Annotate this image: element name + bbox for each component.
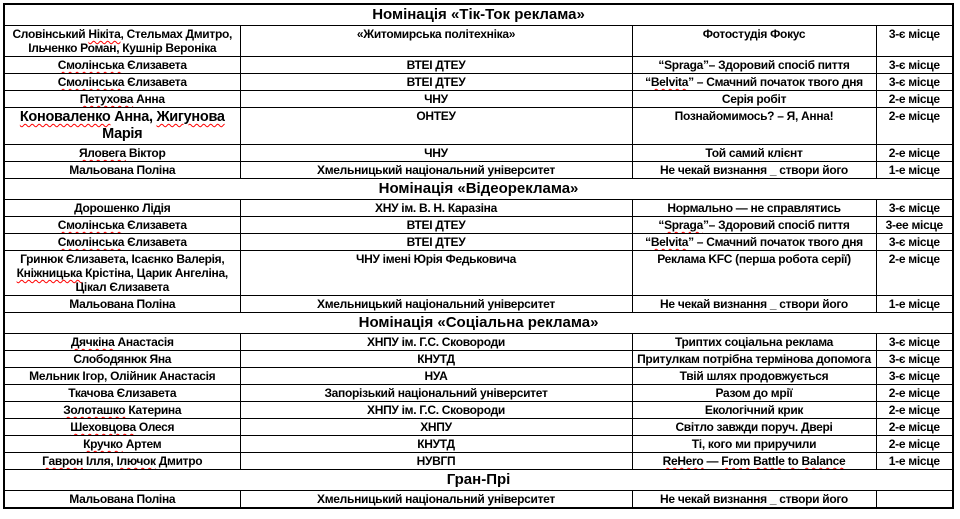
result-row <box>4 200 953 217</box>
awards-table-body <box>4 4 953 508</box>
awards-table <box>3 3 954 509</box>
place-cell: 3-є місце <box>876 200 953 217</box>
section-header-row <box>4 179 953 200</box>
place-cell: 3-ее місце <box>876 217 953 234</box>
place-cell: 1-е місце <box>876 162 953 179</box>
participants-cell: Смолінська Єлизавета <box>4 74 240 91</box>
participants-cell: Шеховцова Олеся <box>4 419 240 436</box>
section-title: Номінація «Тік-Ток реклама» <box>4 4 953 26</box>
work-title-cell: Реклама KFC (перша робота серії) <box>632 251 876 296</box>
work-title-cell: Фотостудія Фокус <box>632 26 876 57</box>
place-cell: 3-є місце <box>876 57 953 74</box>
result-row <box>4 296 953 313</box>
misspelled-word: Яловега <box>78 146 126 160</box>
misspelled-word: Belvita <box>650 235 689 249</box>
participants-cell: Ткачова Єлизавета <box>4 385 240 402</box>
place-cell: 3-є місце <box>876 351 953 368</box>
participants-cell: Мальована Поліна <box>4 491 240 509</box>
participants-cell: Золоташко Катерина <box>4 402 240 419</box>
result-row <box>4 453 953 470</box>
institution-cell: ЧНУ <box>240 145 632 162</box>
result-row <box>4 74 953 91</box>
institution-cell: ЧНУ <box>240 91 632 108</box>
work-title-cell: Триптих соціальна реклама <box>632 334 876 351</box>
result-row <box>4 436 953 453</box>
work-title-cell: Ті, кого ми приручили <box>632 436 876 453</box>
participants-cell: Гаврон Ілля, Ілючок Дмитро <box>4 453 240 470</box>
institution-cell: Хмельницький національний університет <box>240 162 632 179</box>
result-row <box>4 57 953 74</box>
place-cell: 3-є місце <box>876 74 953 91</box>
work-title-cell: Нормально — не справлятись <box>632 200 876 217</box>
misspelled-word: Нікіта <box>88 27 121 41</box>
result-row <box>4 217 953 234</box>
misspelled-word: Ілючок <box>116 454 156 468</box>
work-title-cell: Не чекай визнання _ створи його <box>632 491 876 509</box>
section-header-row <box>4 4 953 26</box>
participants-cell: Яловега Віктор <box>4 145 240 162</box>
participants-cell: Смолінська Єлизавета <box>4 234 240 251</box>
misspelled-word: Belvita <box>650 75 689 89</box>
participants-cell: Коноваленко Анна, Жигунова Марія <box>4 108 240 145</box>
result-row <box>4 108 953 145</box>
work-title-cell: Серія робіт <box>632 91 876 108</box>
work-title-cell: Твій шлях продовжується <box>632 368 876 385</box>
participants-cell: Словінський Нікіта, Стельмах Дмитро, Ільченко Роман, Кушнір Вероніка <box>4 26 240 57</box>
result-row <box>4 26 953 57</box>
participants-cell: Гринюк Єлизавета, Ісаєнко Валерія, Кніжницька Крістіна, Царик Ангеліна, Цікал Єлизавета <box>4 251 240 296</box>
work-title-cell: Екологічний крик <box>632 402 876 419</box>
institution-cell: ВТЕІ ДТЕУ <box>240 57 632 74</box>
place-cell: 3-є місце <box>876 26 953 57</box>
participants-cell: Дячкіна Анастасія <box>4 334 240 351</box>
work-title-cell: “Belvita” – Смачний початок твого дня <box>632 74 876 91</box>
result-row <box>4 145 953 162</box>
result-row <box>4 491 953 509</box>
participants-cell: Смолінська Єлизавета <box>4 57 240 74</box>
institution-cell: Запорізький національний університет <box>240 385 632 402</box>
work-title-cell: “Belvita” – Смачний початок твого дня <box>632 234 876 251</box>
place-cell: 2-е місце <box>876 419 953 436</box>
section-title: Гран-Прі <box>4 470 953 491</box>
result-row <box>4 234 953 251</box>
participants-cell: Мельник Ігор, Олійник Анастасія <box>4 368 240 385</box>
institution-cell: ВТЕІ ДТЕУ <box>240 74 632 91</box>
institution-cell: ОНТЕУ <box>240 108 632 145</box>
section-title: Номінація «Відеореклама» <box>4 179 953 200</box>
institution-cell: ЧНУ імені Юрія Федьковича <box>240 251 632 296</box>
misspelled-word: Смолінська <box>57 218 125 232</box>
result-row <box>4 385 953 402</box>
misspelled-word: Кручко <box>83 437 123 451</box>
place-cell: 2-е місце <box>876 385 953 402</box>
result-row <box>4 162 953 179</box>
institution-cell: НУВГП <box>240 453 632 470</box>
institution-cell: Хмельницький національний університет <box>240 491 632 509</box>
institution-cell: НУА <box>240 368 632 385</box>
place-cell: 1-е місце <box>876 453 953 470</box>
result-row <box>4 402 953 419</box>
misspelled-word: to <box>787 454 799 468</box>
institution-cell: КНУТД <box>240 351 632 368</box>
institution-cell: ВТЕІ ДТЕУ <box>240 234 632 251</box>
result-row <box>4 91 953 108</box>
participants-cell: Слободянюк Яна <box>4 351 240 368</box>
place-cell: 3-є місце <box>876 334 953 351</box>
institution-cell: Хмельницький національний університет <box>240 296 632 313</box>
section-title: Номінація «Соціальна реклама» <box>4 313 953 334</box>
institution-cell: ХНПУ ім. Г.С. Сковороди <box>240 402 632 419</box>
misspelled-word: Spraga <box>664 218 703 232</box>
institution-cell: ХНУ ім. В. Н. Каразіна <box>240 200 632 217</box>
section-header-row <box>4 313 953 334</box>
misspelled-word: Battle <box>753 454 785 468</box>
result-row <box>4 251 953 296</box>
misspelled-word: Кніжницька <box>16 266 83 280</box>
place-cell: 2-е місце <box>876 436 953 453</box>
misspelled-word: Золоташко <box>63 403 126 417</box>
misspelled-word: Жигунова <box>156 109 225 125</box>
work-title-cell: Не чекай визнання _ створи його <box>632 296 876 313</box>
participants-cell: Кручко Артем <box>4 436 240 453</box>
misspelled-word: Смолінська <box>57 58 125 72</box>
place-cell: 2-е місце <box>876 108 953 145</box>
participants-cell: Мальована Поліна <box>4 296 240 313</box>
result-row <box>4 351 953 368</box>
section-header-row <box>4 470 953 491</box>
work-title-cell: Той самий клієнт <box>632 145 876 162</box>
place-cell: 2-е місце <box>876 145 953 162</box>
result-row <box>4 419 953 436</box>
work-title-cell: Світло завжди поруч. Двері <box>632 419 876 436</box>
place-cell: 2-е місце <box>876 91 953 108</box>
institution-cell: КНУТД <box>240 436 632 453</box>
misspelled-word: Коноваленко <box>19 109 111 125</box>
misspelled-word: Гаврон <box>42 454 83 468</box>
misspelled-word: Петухова <box>79 92 134 106</box>
misspelled-word: From <box>721 454 751 468</box>
misspelled-word: ReHero <box>662 454 704 468</box>
work-title-cell: “Spraga”– Здоровий спосіб пиття <box>632 217 876 234</box>
place-cell <box>876 491 953 509</box>
place-cell: 1-е місце <box>876 296 953 313</box>
institution-cell: ВТЕІ ДТЕУ <box>240 217 632 234</box>
work-title-cell: Притулкам потрібна термінова допомога <box>632 351 876 368</box>
place-cell: 3-є місце <box>876 234 953 251</box>
work-title-cell: Разом до мрії <box>632 385 876 402</box>
work-title-cell: Познайомимось? – Я, Анна! <box>632 108 876 145</box>
participants-cell: Дорошенко Лідія <box>4 200 240 217</box>
misspelled-word: Смолінська <box>57 235 125 249</box>
place-cell: 3-є місце <box>876 368 953 385</box>
participants-cell: Мальована Поліна <box>4 162 240 179</box>
participants-cell: Петухова Анна <box>4 91 240 108</box>
misspelled-word: Дячкіна <box>70 335 115 349</box>
place-cell: 2-е місце <box>876 251 953 296</box>
result-row <box>4 334 953 351</box>
participants-cell: Смолінська Єлизавета <box>4 217 240 234</box>
misspelled-word: Смолінська <box>57 75 125 89</box>
work-title-cell: “Spraga”– Здоровий спосіб пиття <box>632 57 876 74</box>
institution-cell: «Житомирська політехніка» <box>240 26 632 57</box>
result-row <box>4 368 953 385</box>
work-title-cell: ReHero — From Battle to Balance <box>632 453 876 470</box>
misspelled-word: Balance <box>801 454 846 468</box>
place-cell: 2-е місце <box>876 402 953 419</box>
institution-cell: ХНПУ <box>240 419 632 436</box>
misspelled-word: Шеховцова <box>70 420 136 434</box>
institution-cell: ХНПУ ім. Г.С. Сковороди <box>240 334 632 351</box>
work-title-cell: Не чекай визнання _ створи його <box>632 162 876 179</box>
